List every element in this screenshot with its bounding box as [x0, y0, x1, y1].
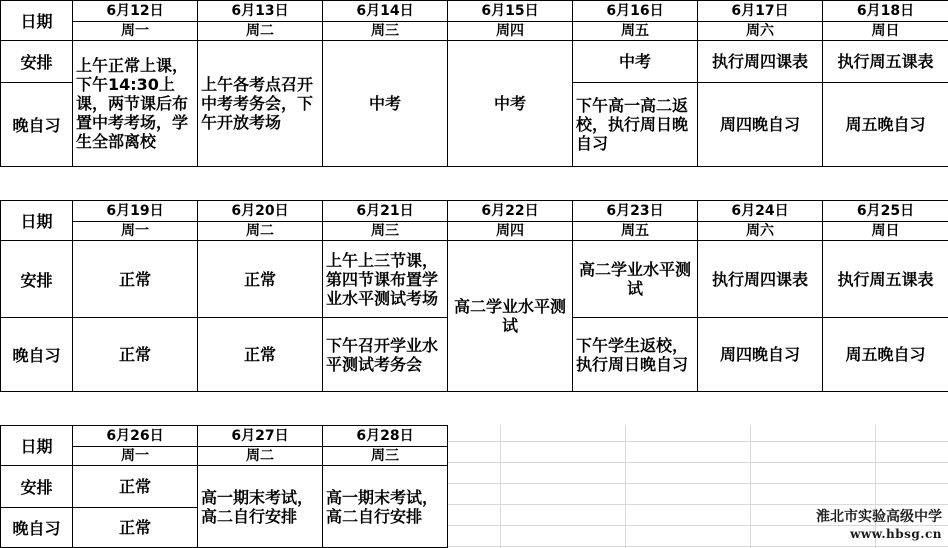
weekday-cell: 周日: [823, 22, 948, 41]
schedule-cell: 上午各考点召开中考考务会，下午开放考场: [198, 41, 323, 167]
date-cell: 6月14日: [323, 1, 448, 22]
schedule-cell: 中考: [448, 41, 573, 167]
schedule-cell: 高二学业水平测试: [448, 241, 573, 392]
schedule-cell: 下午召开学业水平测试考务会: [323, 318, 448, 392]
schedule-cell: 正常: [73, 508, 198, 548]
weekday-cell: 周二: [198, 447, 323, 466]
date-cell: 6月18日: [823, 1, 948, 22]
date-cell: 6月15日: [448, 1, 573, 22]
schedule-cell: 周五晚自习: [823, 318, 948, 392]
date-label: 日期: [1, 1, 73, 41]
schedule-cell: 中考: [323, 41, 448, 167]
date-cell: 6月19日: [73, 201, 198, 222]
arrange-label: 安排: [1, 241, 73, 318]
weekday-cell: 周五: [573, 22, 698, 41]
arrange-label: 安排: [1, 41, 73, 83]
schedule-cell: 周四晚自习: [698, 83, 823, 167]
arrange-label: 安排: [1, 466, 73, 508]
schedule-cell: 周四晚自习: [698, 318, 823, 392]
date-cell: 6月17日: [698, 1, 823, 22]
schedule-cell: 执行周五课表: [823, 41, 948, 83]
date-label: 日期: [1, 201, 73, 241]
date-cell: 6月21日: [323, 201, 448, 222]
date-cell: 6月22日: [448, 201, 573, 222]
weekday-cell: 周五: [573, 222, 698, 241]
schedule-cell: 高一期末考试，高二自行安排: [323, 466, 448, 548]
evening-label: 晚自习: [1, 508, 73, 548]
watermark: [816, 508, 942, 542]
date-cell: 6月24日: [698, 201, 823, 222]
date-cell: 6月12日: [73, 1, 198, 22]
evening-label: 晚自习: [1, 83, 73, 167]
date-cell: 6月25日: [823, 201, 948, 222]
date-cell: 6月13日: [198, 1, 323, 22]
schedule-week-1: [0, 0, 948, 167]
schedule-cell: 下午学生返校，执行周日晚自习: [573, 318, 698, 392]
schedule-cell: 高二学业水平测试: [573, 241, 698, 318]
schedule-cell: 中考: [573, 41, 698, 83]
weekday-cell: 周四: [448, 22, 573, 41]
date-cell: 6月20日: [198, 201, 323, 222]
date-cell: 6月28日: [323, 426, 448, 447]
weekday-cell: 周一: [73, 222, 198, 241]
weekday-cell: 周四: [448, 222, 573, 241]
weekday-cell: 周六: [698, 22, 823, 41]
schedule-cell: 周五晚自习: [823, 83, 948, 167]
schedule-cell: 上午正常上课，下午14:30上课，两节课后布置中考考场，学生全部离校: [73, 41, 198, 167]
weekday-cell: 周三: [323, 447, 448, 466]
weekday-cell: 周二: [198, 22, 323, 41]
schedule-cell: 正常: [73, 466, 198, 508]
date-cell: 6月23日: [573, 201, 698, 222]
schedule-cell: 正常: [198, 241, 323, 318]
date-cell: 6月27日: [198, 426, 323, 447]
schedule-cell: 正常: [198, 318, 323, 392]
gap-2: [0, 391, 948, 425]
evening-label: 晚自习: [1, 318, 73, 392]
watermark-school: 淮北市实验高级中学: [816, 508, 942, 526]
weekday-cell: 周一: [73, 447, 198, 466]
schedule-cell: 正常: [73, 318, 198, 392]
schedule-week-3: [0, 425, 448, 548]
gap-1: [0, 166, 948, 200]
weekday-cell: 周三: [323, 222, 448, 241]
schedule-cell: 正常: [73, 241, 198, 318]
date-label: 日期: [1, 426, 73, 466]
schedule-cell: 执行周五课表: [823, 241, 948, 318]
weekday-cell: 周日: [823, 222, 948, 241]
schedule-cell: 下午高一高二返校，执行周日晚自习: [573, 83, 698, 167]
date-cell: 6月16日: [573, 1, 698, 22]
schedule-cell: 执行周四课表: [698, 41, 823, 83]
schedule-cell: 执行周四课表: [698, 241, 823, 318]
schedule-cell: 上午上三节课，第四节课布置学业水平测试考场: [323, 241, 448, 318]
weekday-cell: 周三: [323, 22, 448, 41]
schedule-cell: 高一期末考试，高二自行安排: [198, 466, 323, 548]
date-cell: 6月26日: [73, 426, 198, 447]
weekday-cell: 周二: [198, 222, 323, 241]
schedule-week-2: [0, 200, 948, 392]
weekday-cell: 周六: [698, 222, 823, 241]
weekday-cell: 周一: [73, 22, 198, 41]
watermark-url: www.hbsg.cn: [816, 526, 942, 542]
